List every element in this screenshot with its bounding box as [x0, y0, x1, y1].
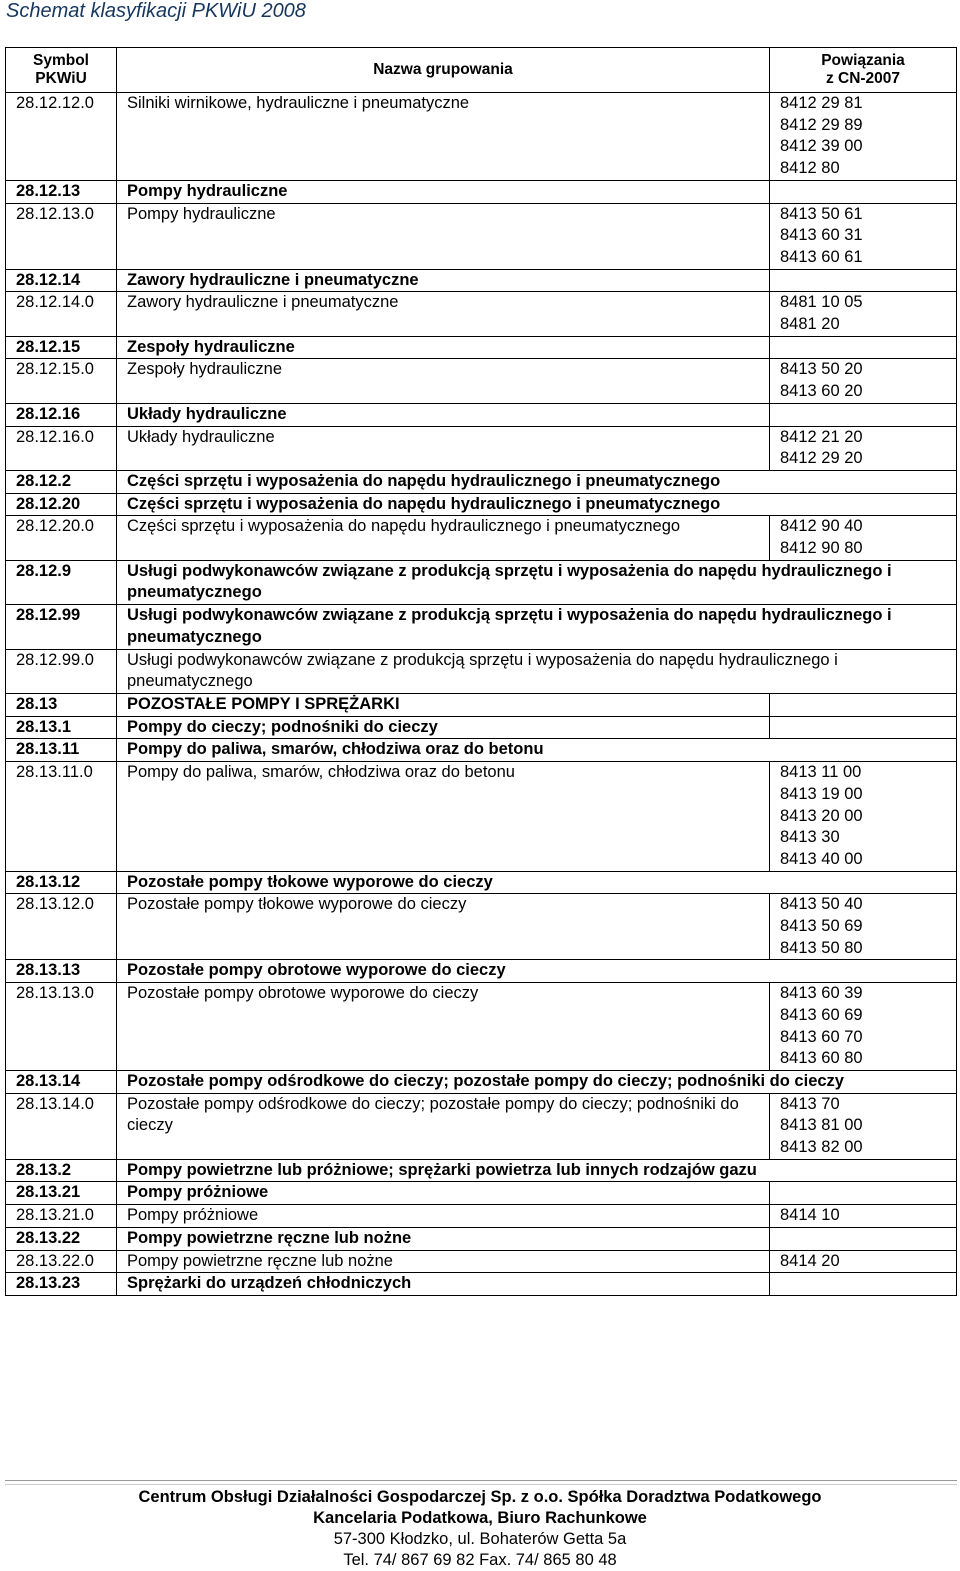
row-symbol: 28.12.12.0 — [6, 93, 117, 181]
table-row — [6, 1093, 957, 1159]
table-row — [6, 693, 957, 716]
row-name: Pompy do paliwa, smarów, chłodziwa oraz do betonu — [117, 762, 770, 872]
row-name: Pompy do cieczy; podnośniki do cieczy — [117, 716, 770, 739]
table-row — [6, 1205, 957, 1228]
row-name: Pompy próżniowe — [117, 1182, 770, 1205]
row-symbol: 28.13.14 — [6, 1070, 117, 1093]
row-cn-codes: 8481 10 05 8481 20 — [770, 292, 957, 336]
footer-company-line: Centrum Obsługi Działalności Gospodarczej Sp. z o.o. Spółka Doradztwa Podatkowego — [138, 1488, 822, 1506]
row-symbol: 28.13.1 — [6, 716, 117, 739]
row-symbol: 28.12.14 — [6, 269, 117, 292]
row-name: Pozostałe pompy odśrodkowe do cieczy; pozostałe pompy do cieczy; podnośniki do cieczy — [117, 1093, 770, 1159]
row-symbol: 28.12.20.0 — [6, 516, 117, 560]
row-name: Części sprzętu i wyposażenia do napędu hydraulicznego i pneumatycznego — [117, 493, 957, 516]
row-name: Pozostałe pompy tłokowe wyporowe do cieczy — [117, 871, 957, 894]
table-row — [6, 203, 957, 269]
table-row — [6, 739, 957, 762]
row-cn-codes: 8413 50 20 8413 60 20 — [770, 359, 957, 403]
footer-office-line: Kancelaria Podatkowa, Biuro Rachunkowe — [313, 1509, 647, 1527]
row-name: Zespoły hydrauliczne — [117, 336, 770, 359]
header-cn — [770, 48, 957, 93]
footer-divider-secondary — [5, 1484, 957, 1485]
row-cn-codes — [770, 180, 957, 203]
table-row — [6, 1273, 957, 1296]
row-symbol: 28.12.16.0 — [6, 426, 117, 470]
footer-phone-line: Tel. 74/ 867 69 82 Fax. 74/ 865 80 48 — [343, 1551, 617, 1569]
row-symbol: 28.12.20 — [6, 493, 117, 516]
row-name: Zawory hydrauliczne i pneumatyczne — [117, 269, 770, 292]
row-symbol: 28.12.15 — [6, 336, 117, 359]
row-symbol: 28.13.23 — [6, 1273, 117, 1296]
row-symbol: 28.13.22.0 — [6, 1250, 117, 1273]
row-name: Pompy powietrzne lub próżniowe; sprężarki powietrza lub innych rodzajów gazu — [117, 1159, 957, 1182]
document-title: Schemat klasyfikacji PKWiU 2008 — [6, 0, 306, 22]
table-row — [6, 894, 957, 960]
row-symbol: 28.12.99.0 — [6, 649, 117, 693]
row-symbol: 28.13.21.0 — [6, 1205, 117, 1228]
table-row — [6, 359, 957, 403]
table-row — [6, 336, 957, 359]
row-symbol: 28.13.12.0 — [6, 894, 117, 960]
row-cn-codes: 8414 20 — [770, 1250, 957, 1273]
row-cn-codes — [770, 1227, 957, 1250]
row-cn-codes: 8413 70 8413 81 00 8413 82 00 — [770, 1093, 957, 1159]
table-row — [6, 560, 957, 604]
footer-address-line: 57-300 Kłodzko, ul. Bohaterów Getta 5a — [333, 1530, 627, 1548]
table-row — [6, 762, 957, 872]
table-row — [6, 292, 957, 336]
row-name: Układy hydrauliczne — [117, 426, 770, 470]
table-row — [6, 649, 957, 693]
row-name: Usługi podwykonawców związane z produkcją sprzętu i wyposażenia do napędu hydraulicznego i pneumatycznego — [117, 560, 957, 604]
row-cn-codes: 8413 11 00 8413 19 00 8413 20 00 8413 30 8413 40 00 — [770, 762, 957, 872]
row-symbol: 28.13.13 — [6, 960, 117, 983]
table-row — [6, 516, 957, 560]
row-cn-codes — [770, 269, 957, 292]
row-symbol: 28.12.15.0 — [6, 359, 117, 403]
header-symbol-label: Symbol PKWiU — [33, 52, 89, 87]
row-cn-codes: 8413 50 61 8413 60 31 8413 60 61 — [770, 203, 957, 269]
row-symbol: 28.12.13 — [6, 180, 117, 203]
row-name: Pompy powietrzne ręczne lub nożne — [117, 1227, 770, 1250]
row-name: Usługi podwykonawców związane z produkcją sprzętu i wyposażenia do napędu hydraulicznego i pneumatycznego — [117, 605, 957, 649]
row-symbol: 28.12.13.0 — [6, 203, 117, 269]
row-symbol: 28.13 — [6, 693, 117, 716]
row-cn-codes: 8414 10 — [770, 1205, 957, 1228]
table-row — [6, 470, 957, 493]
row-name: Pompy do paliwa, smarów, chłodziwa oraz do betonu — [117, 739, 957, 762]
table-row — [6, 1250, 957, 1273]
row-cn-codes — [770, 1273, 957, 1296]
footer — [0, 1487, 960, 1571]
header-symbol — [6, 48, 117, 93]
row-symbol: 28.12.14.0 — [6, 292, 117, 336]
row-cn-codes: 8413 50 40 8413 50 69 8413 50 80 — [770, 894, 957, 960]
table-row — [6, 605, 957, 649]
row-symbol: 28.13.22 — [6, 1227, 117, 1250]
row-name: Usługi podwykonawców związane z produkcją sprzętu i wyposażenia do napędu hydraulicznego i pneumatycznego — [117, 649, 957, 693]
row-name: Części sprzętu i wyposażenia do napędu hydraulicznego i pneumatycznego — [117, 516, 770, 560]
row-symbol: 28.12.16 — [6, 403, 117, 426]
table-row — [6, 1182, 957, 1205]
row-cn-codes — [770, 693, 957, 716]
row-cn-codes: 8412 21 20 8412 29 20 — [770, 426, 957, 470]
row-symbol: 28.13.2 — [6, 1159, 117, 1182]
table-row — [6, 180, 957, 203]
row-symbol: 28.13.13.0 — [6, 983, 117, 1071]
footer-divider — [5, 1480, 957, 1481]
table-row — [6, 93, 957, 181]
row-cn-codes: 8412 29 81 8412 29 89 8412 39 00 8412 80 — [770, 93, 957, 181]
row-name: Pozostałe pompy obrotowe wyporowe do cieczy — [117, 983, 770, 1071]
row-name: Pozostałe pompy tłokowe wyporowe do cieczy — [117, 894, 770, 960]
table-row — [6, 716, 957, 739]
row-cn-codes — [770, 403, 957, 426]
row-name: Sprężarki do urządzeń chłodniczych — [117, 1273, 770, 1296]
row-name: Części sprzętu i wyposażenia do napędu hydraulicznego i pneumatycznego — [117, 470, 957, 493]
table-row — [6, 269, 957, 292]
table-row — [6, 1159, 957, 1182]
classification-table — [5, 47, 957, 1296]
row-symbol: 28.12.99 — [6, 605, 117, 649]
row-name: Pozostałe pompy odśrodkowe do cieczy; pozostałe pompy do cieczy; podnośniki do cieczy — [117, 1070, 957, 1093]
table-row — [6, 493, 957, 516]
header-name-label: Nazwa grupowania — [373, 61, 513, 78]
row-symbol: 28.13.11.0 — [6, 762, 117, 872]
row-symbol: 28.13.14.0 — [6, 1093, 117, 1159]
row-cn-codes: 8413 60 39 8413 60 69 8413 60 70 8413 60 80 — [770, 983, 957, 1071]
row-symbol: 28.12.2 — [6, 470, 117, 493]
table-row — [6, 1070, 957, 1093]
table-body — [6, 93, 957, 1296]
row-cn-codes — [770, 336, 957, 359]
row-name: Pompy hydrauliczne — [117, 180, 770, 203]
table-row — [6, 983, 957, 1071]
row-symbol: 28.13.12 — [6, 871, 117, 894]
row-name: Silniki wirnikowe, hydrauliczne i pneumatyczne — [117, 93, 770, 181]
table-header-row — [6, 48, 957, 93]
header-cn-label: Powiązania z CN-2007 — [821, 52, 905, 87]
table-row — [6, 1227, 957, 1250]
row-symbol: 28.13.11 — [6, 739, 117, 762]
table-row — [6, 403, 957, 426]
table-row — [6, 960, 957, 983]
table-row — [6, 871, 957, 894]
row-name: Pompy powietrzne ręczne lub nożne — [117, 1250, 770, 1273]
row-cn-codes — [770, 1182, 957, 1205]
table-row — [6, 426, 957, 470]
row-symbol: 28.13.21 — [6, 1182, 117, 1205]
row-name: Układy hydrauliczne — [117, 403, 770, 426]
row-name: Pompy hydrauliczne — [117, 203, 770, 269]
row-name: Pozostałe pompy obrotowe wyporowe do cieczy — [117, 960, 957, 983]
row-cn-codes: 8412 90 40 8412 90 80 — [770, 516, 957, 560]
row-name: POZOSTAŁE POMPY I SPRĘŻARKI — [117, 693, 770, 716]
header-name — [117, 48, 770, 93]
row-name: Pompy próżniowe — [117, 1205, 770, 1228]
row-name: Zespoły hydrauliczne — [117, 359, 770, 403]
row-symbol: 28.12.9 — [6, 560, 117, 604]
row-name: Zawory hydrauliczne i pneumatyczne — [117, 292, 770, 336]
row-cn-codes — [770, 716, 957, 739]
